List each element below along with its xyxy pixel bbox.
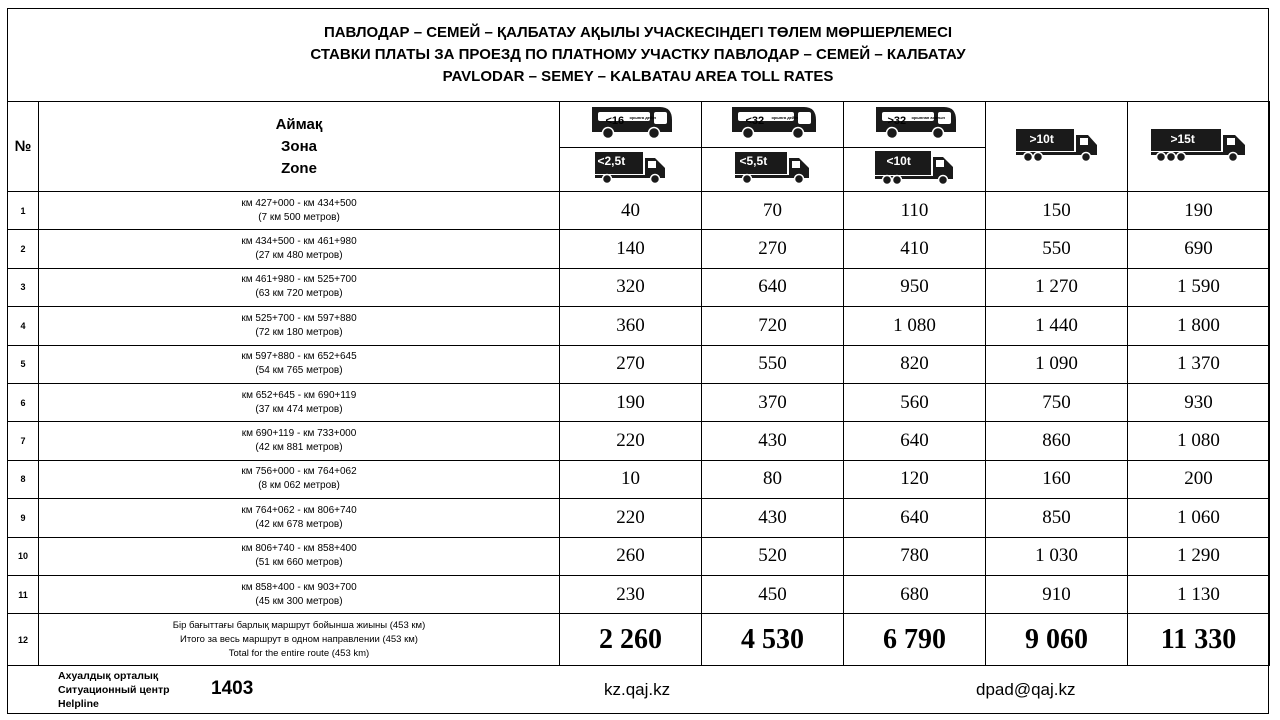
- bus-icon: [588, 104, 674, 140]
- truck-5-5t-header: [702, 148, 844, 192]
- number-column-header: №: [8, 102, 39, 192]
- rate-cell: 1 060: [1128, 499, 1270, 537]
- title-en: PAVLODAR – SEMEY – KALBATAU AREA TOLL RATES: [442, 67, 834, 85]
- zone-column-header: [39, 102, 560, 192]
- truck-2-5t-label: <2,5t: [597, 154, 626, 168]
- rate-cell: 1 290: [1128, 537, 1270, 575]
- rate-cell: 720: [702, 307, 844, 345]
- rate-cell: 640: [844, 499, 986, 537]
- rate-cell: 550: [986, 230, 1128, 268]
- rate-cell: 1 090: [986, 345, 1128, 383]
- helpline-number[interactable]: 1403: [211, 678, 254, 699]
- rate-cell: 270: [560, 345, 702, 383]
- row-number: 1: [8, 192, 39, 230]
- bus-icon: [872, 104, 958, 140]
- bus-32-sublabel: орынға дейін: [771, 115, 798, 120]
- table-row: [8, 383, 1270, 421]
- zone-cell: [39, 460, 560, 498]
- rate-cell: 1 030: [986, 537, 1128, 575]
- truck-icon: [1014, 125, 1100, 163]
- zone-length: (63 км 720 метров): [255, 288, 343, 300]
- total-rate-cell: 11 330: [1128, 614, 1270, 666]
- rate-cell: 1 080: [1128, 422, 1270, 460]
- truck-icon: [593, 149, 669, 185]
- rate-cell: 10: [560, 460, 702, 498]
- rate-cell: 200: [1128, 460, 1270, 498]
- total-label-ru: Итого за весь маршрут в одном направлении (453 км): [180, 633, 418, 645]
- zone-cell: [39, 268, 560, 306]
- row-number: 6: [8, 383, 39, 421]
- rate-cell: 690: [1128, 230, 1270, 268]
- zone-length: (45 км 300 метров): [255, 595, 343, 607]
- zone-range: км 461+980 - км 525+700: [241, 274, 357, 286]
- row-number: 2: [8, 230, 39, 268]
- table-row: [8, 460, 1270, 498]
- truck-icon: [873, 148, 957, 186]
- rate-cell: 410: [844, 230, 986, 268]
- zone-cell: [39, 307, 560, 345]
- rate-cell: 70: [702, 192, 844, 230]
- bus-over-32-sublabel: орыннан асатын: [911, 115, 945, 120]
- zone-length: (27 км 480 метров): [255, 250, 343, 262]
- table-row: [8, 230, 1270, 268]
- truck-10t-header: [844, 148, 986, 192]
- truck-2-5t-header: [560, 148, 702, 192]
- zone-length: (37 км 474 метров): [255, 403, 343, 415]
- rate-cell: 120: [844, 460, 986, 498]
- rate-cell: 360: [560, 307, 702, 345]
- zone-range: км 525+700 - км 597+880: [241, 312, 357, 324]
- helpline-label: [58, 669, 170, 711]
- rate-cell: 370: [702, 383, 844, 421]
- title-kz: ПАВЛОДАР – СЕМЕЙ – ҚАЛБАТАУ АҚЫЛЫ УЧАСКЕСІНДЕГІ ТӨЛЕМ МӨРШЕРЛЕМЕСІ: [323, 23, 953, 41]
- zone-range: км 434+500 - км 461+980: [241, 236, 357, 248]
- row-number: 9: [8, 499, 39, 537]
- zone-range: км 756+000 - км 764+062: [241, 466, 357, 478]
- rate-cell: 550: [702, 345, 844, 383]
- zone-range: км 427+000 - км 434+500: [241, 197, 357, 209]
- zone-cell: [39, 422, 560, 460]
- bus-32-label: <32: [745, 115, 765, 127]
- bus-over-32-header: [844, 102, 986, 148]
- rate-cell: 680: [844, 575, 986, 613]
- rate-cell: 1 130: [1128, 575, 1270, 613]
- title-block: [7, 8, 1269, 102]
- total-rate-cell: 2 260: [560, 614, 702, 666]
- row-number: 7: [8, 422, 39, 460]
- truck-10t-label: <10t: [886, 154, 911, 168]
- total-row: [8, 614, 1270, 666]
- table-row: [8, 268, 1270, 306]
- zone-cell: [39, 499, 560, 537]
- row-number: 8: [8, 460, 39, 498]
- zone-range: км 858+400 - км 903+700: [241, 581, 357, 593]
- total-rate-cell: 9 060: [986, 614, 1128, 666]
- rate-cell: 820: [844, 345, 986, 383]
- rate-cell: 160: [986, 460, 1128, 498]
- rate-cell: 750: [986, 383, 1128, 421]
- zone-header-en: Zone: [281, 159, 317, 177]
- truck-5-5t-label: <5,5t: [739, 154, 768, 168]
- zone-range: км 806+740 - км 858+400: [241, 543, 357, 555]
- rate-cell: 110: [844, 192, 986, 230]
- truck-icon: [1149, 125, 1249, 163]
- bus-16-label: <16: [605, 115, 625, 127]
- rate-cell: 930: [1128, 383, 1270, 421]
- title-ru: СТАВКИ ПЛАТЫ ЗА ПРОЕЗД ПО ПЛАТНОМУ УЧАСТКУ ПАВЛОДАР – СЕМЕЙ – КАЛБАТАУ: [310, 45, 966, 63]
- bus-over-32-label: >32: [887, 115, 907, 127]
- truck-icon: [733, 149, 813, 185]
- row-number: 3: [8, 268, 39, 306]
- bus-32-header: [702, 102, 844, 148]
- table-row: [8, 422, 1270, 460]
- table-row: [8, 575, 1270, 613]
- zone-cell: [39, 192, 560, 230]
- rate-cell: 140: [560, 230, 702, 268]
- rate-cell: 190: [560, 383, 702, 421]
- rate-cell: 230: [560, 575, 702, 613]
- table-row: [8, 192, 1270, 230]
- truck-over-10t-label: >10t: [1029, 132, 1054, 146]
- rate-cell: 40: [560, 192, 702, 230]
- row-number: 10: [8, 537, 39, 575]
- bus-16-header: [560, 102, 702, 148]
- rate-cell: 270: [702, 230, 844, 268]
- rate-cell: 430: [702, 499, 844, 537]
- zone-cell: [39, 383, 560, 421]
- zone-header-ru: Зона: [281, 137, 317, 155]
- total-rate-cell: 6 790: [844, 614, 986, 666]
- bus-16-sublabel: орынға дейін: [629, 115, 656, 120]
- rate-cell: 1 800: [1128, 307, 1270, 345]
- rate-cell: 860: [986, 422, 1128, 460]
- total-label-cell: [39, 614, 560, 666]
- zone-cell: [39, 575, 560, 613]
- table-row: [8, 537, 1270, 575]
- bus-icon: [728, 104, 818, 140]
- zone-length: (7 км 500 метров): [258, 211, 340, 223]
- rate-cell: 450: [702, 575, 844, 613]
- truck-over-15t-label: >15t: [1170, 132, 1195, 146]
- table-row: [8, 307, 1270, 345]
- zone-range: км 652+645 - км 690+119: [241, 389, 357, 401]
- zone-cell: [39, 230, 560, 268]
- rate-cell: 220: [560, 499, 702, 537]
- zone-length: (51 км 660 метров): [255, 557, 343, 569]
- email-link[interactable]: dpad@qaj.kz: [976, 680, 1076, 699]
- row-number: 12: [8, 614, 39, 666]
- rate-cell: 320: [560, 268, 702, 306]
- table-row: [8, 345, 1270, 383]
- zone-header-kz: Аймақ: [275, 115, 323, 133]
- zone-range: км 597+880 - км 652+645: [241, 351, 357, 363]
- rate-cell: 190: [1128, 192, 1270, 230]
- rate-cell: 780: [844, 537, 986, 575]
- table-row: [8, 499, 1270, 537]
- rate-cell: 150: [986, 192, 1128, 230]
- truck-over-15t-header: [1128, 102, 1270, 192]
- total-label-kz: Бір бағыттағы барлық маршрут бойынша жиыны (453 км): [172, 619, 426, 631]
- zone-length: (42 км 678 метров): [255, 518, 343, 530]
- zone-cell: [39, 537, 560, 575]
- truck-over-10t-header: [986, 102, 1128, 192]
- rate-cell: 80: [702, 460, 844, 498]
- zone-range: км 764+062 - км 806+740: [241, 504, 357, 516]
- rate-cell: 1 080: [844, 307, 986, 345]
- row-number: 5: [8, 345, 39, 383]
- helpline-label-kz: Ахуалдық орталық: [58, 670, 159, 682]
- row-number: 4: [8, 307, 39, 345]
- website-link[interactable]: kz.qaj.kz: [604, 680, 671, 699]
- rate-cell: 640: [844, 422, 986, 460]
- rate-cell: 910: [986, 575, 1128, 613]
- rate-cell: 260: [560, 537, 702, 575]
- rate-cell: 220: [560, 422, 702, 460]
- toll-rates-table: [7, 101, 1270, 666]
- rate-cell: 560: [844, 383, 986, 421]
- total-label-en: Total for the entire route (453 km): [228, 647, 370, 659]
- helpline-label-ru: Ситуационный центр: [58, 684, 170, 696]
- zone-range: км 690+119 - км 733+000: [241, 428, 357, 440]
- zone-length: (72 км 180 метров): [255, 326, 343, 338]
- rate-cell: 1 590: [1128, 268, 1270, 306]
- zone-length: (42 км 881 метров): [255, 442, 343, 454]
- rate-cell: 430: [702, 422, 844, 460]
- total-rate-cell: 4 530: [702, 614, 844, 666]
- rate-cell: 850: [986, 499, 1128, 537]
- zone-cell: [39, 345, 560, 383]
- row-number: 11: [8, 575, 39, 613]
- rate-cell: 1 370: [1128, 345, 1270, 383]
- rate-cell: 1 440: [986, 307, 1128, 345]
- helpline-label-en: Helpline: [58, 698, 99, 710]
- zone-length: (54 км 765 метров): [255, 365, 343, 377]
- rate-cell: 950: [844, 268, 986, 306]
- zone-length: (8 км 062 метров): [258, 480, 340, 492]
- rate-cell: 520: [702, 537, 844, 575]
- rate-cell: 1 270: [986, 268, 1128, 306]
- rate-cell: 640: [702, 268, 844, 306]
